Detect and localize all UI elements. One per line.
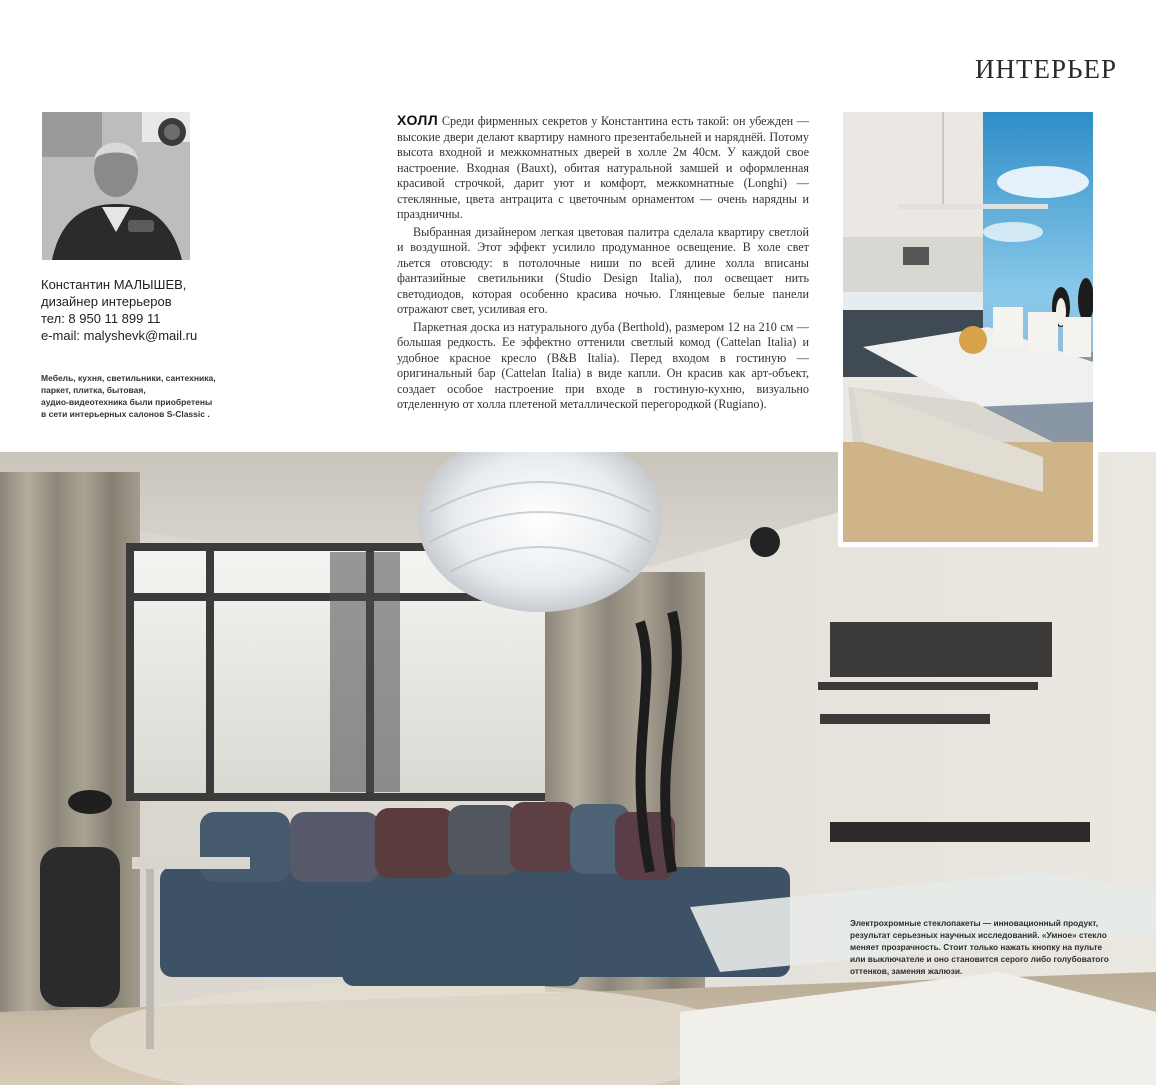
caption-line: меняет прозрачность. Стоит только нажать кнопку на пульте [850, 942, 1103, 952]
designer-name: Константин МАЛЫШЕВ, [41, 277, 187, 292]
designer-info [41, 276, 261, 344]
caption-line: или выключателе и оно становится серого либо голубоватого [850, 954, 1109, 964]
designer-phone: тел: 8 950 11 899 11 [41, 311, 161, 326]
designer-role: дизайнер интерьеров [41, 294, 172, 309]
article-body [397, 113, 809, 413]
article-paragraph-2: Выбранная дизайнером легкая цветовая палитра сделала квартиру светлой и воздушной. Этот эффект усилило продуманное освещение. В холе свет льется отовсюду: в потолочные ниши по всей длине холла вписаны фантазийные светильники (Studio Design Italia), пол освещает нить светодиодов, которая особенно красива ночью. Глянцевые белые панели отражают свет, усиливая его. [397, 224, 809, 316]
article-paragraph-1 [397, 113, 809, 223]
portrait-illustration [42, 112, 190, 260]
kitchen-illustration [843, 112, 1093, 542]
article-lead-word: ХОЛЛ [397, 112, 439, 128]
photo-caption [850, 917, 1109, 977]
designer-email[interactable]: e-mail: malyshevk@mail.ru [41, 328, 198, 343]
credits-line: Мебель, кухня, светильники, сантехника, [41, 373, 216, 383]
kitchen-photo [843, 112, 1093, 542]
article-paragraph-3: Паркетная доска из натурального дуба (Berthold), размером 12 на 210 см — большая редкость. Ее эффектно оттенили светлый комод (Cattelan Italia) и удобное красное кресло (B&B Italia). Перед входом в гостиную — оригинальный бар (Cattelan Italia) в виде капли. Он красив как арт-объект, создает особое настроение при входе в гостиную-кухню, визуально отделенную от холла плетеной металлической перегородкой (Rugiano). [397, 319, 809, 411]
caption-line: Электрохромные стеклопакеты — инновационный продукт, [850, 918, 1099, 928]
credits-note [41, 372, 231, 420]
caption-line: результат серьезных научных исследований. «Умное» стекло [850, 930, 1107, 940]
credits-line: паркет, плитка, бытовая, [41, 385, 146, 395]
credits-line: в сети интерьерных салонов S-Classic . [41, 409, 210, 419]
designer-portrait [42, 112, 190, 260]
paragraph-1-text: Среди фирменных секретов у Константина есть такой: он убежден — высокие двери делают квартиру намного презентабельней и наряднёй. Потому высота входной и межкомнатных дверей в холле 2м 40см. У каждой свое настроение. Входная (Bauxt), обитая натуральной замшей и оформленная красивой строчкой, дарит уют и комфорт, межкомнатные (Longhi) — стеклянные, цвета антрацита с цветочным орнаментом — очень нарядны и праздничны. [397, 114, 809, 221]
section-title: ИНТЕРЬЕР [975, 54, 1118, 84]
credits-line: аудио-видеотехника были приобретены [41, 397, 213, 407]
caption-line: оттенков, заменяя жалюзи. [850, 966, 963, 976]
